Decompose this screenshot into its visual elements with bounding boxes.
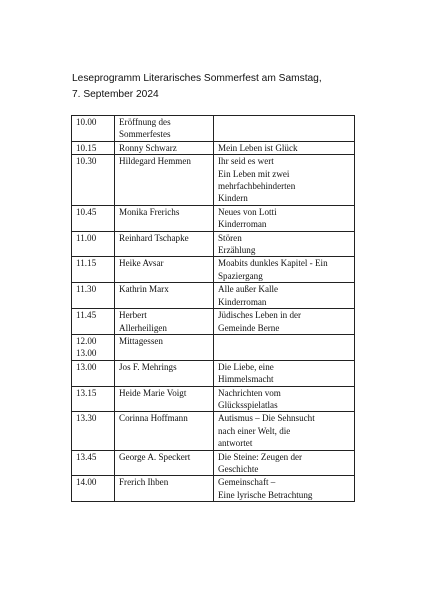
title-line: Moabits dunkles Kapitel - Ein (218, 258, 328, 269)
title-line: mehrfachbehinderten (218, 181, 296, 192)
title-line: Die Steine: Zeugen der (218, 451, 303, 462)
time-cell (72, 231, 115, 257)
title-cell (214, 360, 355, 386)
time-cell (72, 476, 115, 502)
reader-line: Heike Avsar (119, 258, 164, 269)
title-cell (214, 450, 355, 476)
reader-cell (115, 116, 214, 142)
reader-cell (115, 257, 214, 283)
title-line: Geschichte (218, 463, 259, 474)
reader-cell (115, 360, 214, 386)
title-line: Gemeinschaft – (218, 477, 276, 488)
title-line: Alle außer Kalle (218, 284, 279, 295)
title-line: Erzählung (218, 245, 256, 256)
title-cell (214, 476, 355, 502)
reader-line: George A. Speckert (119, 451, 191, 462)
title-line: antwortet (218, 438, 253, 449)
schedule-row (72, 476, 355, 502)
title-line (218, 335, 352, 347)
reading-schedule-table (71, 115, 355, 502)
time-cell (72, 412, 115, 450)
title-line: Eine lyrische Betrachtung (218, 489, 313, 500)
reader-line: Monika Frerichs (119, 206, 180, 217)
title-line: Ihr seid es wert (218, 156, 274, 167)
title-cell (214, 231, 355, 257)
time-cell (72, 334, 115, 360)
time-line: 13.00 (76, 361, 97, 372)
schedule-row (72, 231, 355, 257)
reader-line: Sommerfestes (119, 129, 171, 140)
title-line: Jüdisches Leben in der (218, 310, 302, 321)
time-line: 11.30 (76, 284, 97, 295)
schedule-row (72, 360, 355, 386)
reader-line: Allerheiligen (119, 322, 167, 333)
title-line: Kindern (218, 193, 248, 204)
title-cell (214, 205, 355, 231)
title-cell (214, 257, 355, 283)
time-line: 11.45 (76, 310, 97, 321)
reader-cell (115, 476, 214, 502)
title-line: Gemeinde Berne (218, 322, 280, 333)
time-cell (72, 283, 115, 309)
title-line (218, 116, 352, 128)
reader-line: Ronny Schwarz (119, 142, 177, 153)
heading-line-1: Leseprogramm Literarisches Sommerfest am Samstag, (72, 73, 322, 84)
title-cell (214, 283, 355, 309)
schedule-body (72, 116, 355, 502)
title-cell (214, 309, 355, 335)
reader-cell (115, 450, 214, 476)
title-cell (214, 334, 355, 360)
reader-line: Eröffnung des (119, 117, 171, 127)
time-cell (72, 309, 115, 335)
title-line: Die Liebe, eine (218, 361, 274, 372)
reader-line: Reinhard Tschapke (119, 232, 189, 243)
schedule-row (72, 205, 355, 231)
title-cell (214, 116, 355, 142)
reader-cell (115, 231, 214, 257)
reader-cell (115, 155, 214, 206)
title-cell (214, 386, 355, 412)
title-line: Neues von Lotti (218, 206, 277, 217)
title-line: Himmelsmacht (218, 374, 274, 385)
reader-line: Heide Marie Voigt (119, 387, 187, 398)
reader-cell (115, 412, 214, 450)
time-line: 10.45 (76, 206, 97, 217)
time-line: 11.00 (76, 232, 97, 243)
reader-cell (115, 386, 214, 412)
time-cell (72, 450, 115, 476)
title-line: Spaziergang (218, 270, 263, 281)
page-heading (72, 71, 372, 102)
time-cell (72, 257, 115, 283)
time-line: 13.15 (76, 387, 97, 398)
reader-line: Mittagessen (119, 335, 163, 346)
title-line: nach einer Welt, die (218, 425, 291, 436)
title-line: Glücksspielatlas (218, 399, 278, 410)
time-line: 14.00 (76, 477, 97, 488)
schedule-row (72, 116, 355, 142)
schedule-row (72, 450, 355, 476)
time-line: 13.45 (76, 451, 97, 462)
time-line: 13.00 (76, 348, 97, 359)
title-cell (214, 141, 355, 154)
reader-line: Kathrin Marx (119, 284, 169, 295)
time-line: 11.15 (76, 258, 97, 269)
reader-cell (115, 141, 214, 154)
schedule-row (72, 283, 355, 309)
time-cell (72, 386, 115, 412)
title-line: Nachrichten vom (218, 387, 281, 398)
schedule-row (72, 334, 355, 360)
reader-cell (115, 309, 214, 335)
schedule-row (72, 257, 355, 283)
reader-line: Frerich Ihben (119, 477, 169, 488)
time-line: 10.15 (76, 142, 97, 153)
reader-line: Corinna Hoffmann (119, 413, 188, 424)
time-line: 13.30 (76, 413, 97, 424)
schedule-row (72, 412, 355, 450)
title-line: Autismus – Die Sehnsucht (218, 413, 315, 424)
time-cell (72, 155, 115, 206)
time-cell (72, 360, 115, 386)
time-line: 10.30 (76, 156, 97, 167)
title-line: Stören (218, 232, 242, 243)
schedule-row (72, 309, 355, 335)
schedule-row (72, 386, 355, 412)
title-line: Kinderroman (218, 219, 267, 230)
reader-cell (115, 205, 214, 231)
title-line: Kinderroman (218, 296, 267, 307)
time-line: 10.00 (76, 117, 97, 127)
title-cell (214, 412, 355, 450)
reader-line: Hildegard Hemmen (119, 156, 191, 167)
time-cell (72, 205, 115, 231)
schedule-row (72, 141, 355, 154)
reader-cell (115, 334, 214, 360)
title-line: Mein Leben ist Glück (218, 142, 298, 153)
time-line: 12.00 (76, 335, 97, 346)
reader-line: Herbert (119, 310, 147, 321)
time-cell (72, 116, 115, 142)
title-line: Ein Leben mit zwei (218, 168, 290, 179)
time-cell (72, 141, 115, 154)
reader-cell (115, 283, 214, 309)
schedule-row (72, 155, 355, 206)
reader-line: Jos F. Mehrings (119, 361, 177, 372)
heading-line-2: 7. September 2024 (72, 88, 159, 100)
title-cell (214, 155, 355, 206)
